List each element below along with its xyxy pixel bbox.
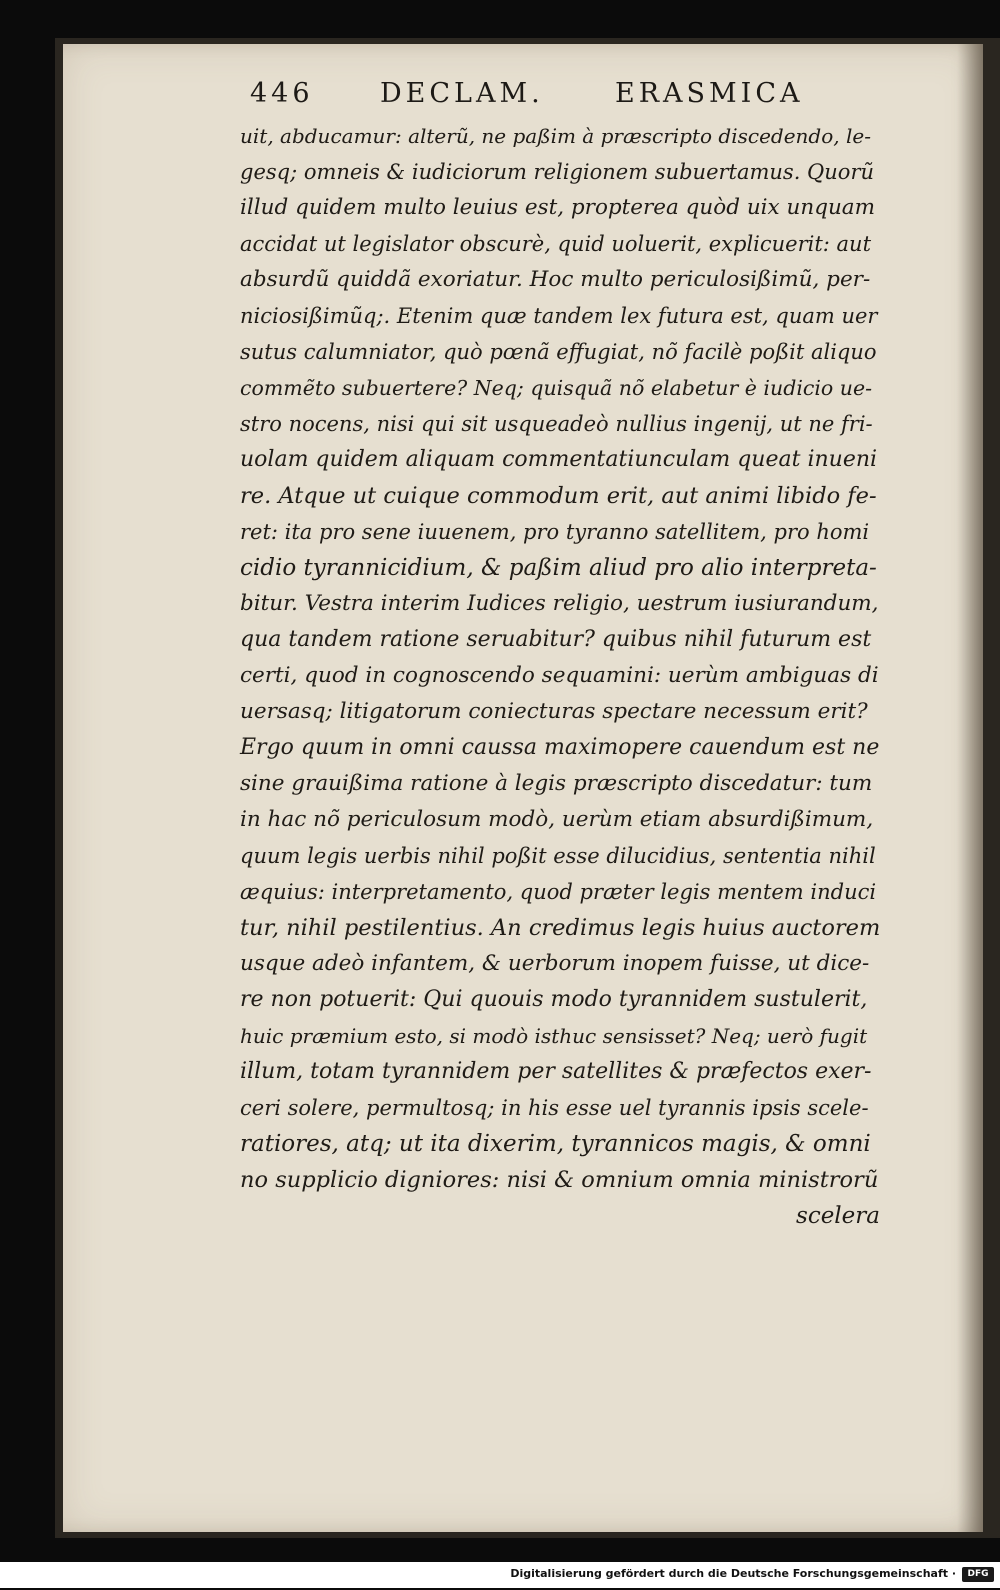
- running-head-left: DECLAM.: [380, 78, 544, 109]
- text-line: huic præmium esto, si modò isthuc sensisset? Neq; uerò fugit: [240, 1024, 868, 1048]
- text-line: no supplicio digniores: nisi & omnium omnia ministrorũ: [240, 1167, 879, 1193]
- text-line: illum, totam tyrannidem per satellites & præfectos exer-: [240, 1059, 872, 1084]
- text-line: stro nocens, nisi qui sit usqueadeò nullius ingenij, ut ne fri-: [240, 412, 873, 436]
- text-line: niciosißimũq;. Etenim quæ tandem lex futura est, quam uer: [240, 304, 878, 328]
- dfg-logo: DFG: [962, 1567, 994, 1582]
- text-line: accidat ut legislator obscurè, quid uoluerit, explicuerit: aut: [240, 232, 872, 256]
- catchword: scelera: [796, 1203, 880, 1229]
- text-line: cidio tyrannicidium, & paßim aliud pro alio interpreta-: [240, 555, 877, 581]
- text-line: in hac nõ periculosum modò, uerùm etiam absurdißimum,: [240, 807, 874, 832]
- text-line: sine grauißima ratione à legis præscripto discedatur: tum: [240, 771, 873, 796]
- text-line: ratiores, atq; ut ita dixerim, tyrannicos magis, & omni: [240, 1131, 871, 1157]
- text-line: quum legis uerbis nihil poßit esse dilucidius, sententia nihil: [240, 844, 876, 868]
- footer-bar: [0, 1562, 1000, 1588]
- text-line: re non potuerit: Qui quouis modo tyrannidem sustulerit,: [240, 987, 868, 1012]
- text-line: absurdũ quiddã exoriatur. Hoc multo periculosißimũ, per-: [240, 267, 871, 292]
- running-head-right: ERASMICA: [615, 78, 804, 109]
- text-line: certi, quod in cognoscendo sequamini: uerùm ambiguas di: [240, 663, 879, 688]
- text-line: uolam quidem aliquam commentatiunculam queat inueni: [240, 447, 878, 472]
- text-line: illud quidem multo leuius est, propterea quòd uix unquam: [240, 195, 876, 220]
- text-line: æquius: interpretamento, quod præter legis mentem induci: [240, 880, 877, 904]
- text-line: tur, nihil pestilentius. An credimus legis huius auctorem: [240, 915, 881, 941]
- spine-shadow: [957, 44, 983, 1532]
- funding-credit: Digitalisierung gefördert durch die Deutsche Forschungsgemeinschaft ·: [510, 1567, 956, 1580]
- text-line: commẽto subuertere? Neq; quisquã nõ elabetur è iudicio ue-: [240, 376, 873, 400]
- running-head: [250, 78, 870, 118]
- text-line: gesq; omneis & iudiciorum religionem subuertamus. Quorũ: [240, 160, 875, 184]
- text-line: sutus calumniator, quò pœnã effugiat, nõ facilè poßit aliquo: [240, 340, 877, 364]
- body-text: [240, 118, 880, 1234]
- text-line: bitur. Vestra interim Iudices religio, uestrum iusiurandum,: [240, 591, 879, 616]
- text-line: uersasq; litigatorum coniecturas spectare necessum erit?: [240, 699, 868, 724]
- text-line: Ergo quum in omni caussa maximopere cauendum est ne: [240, 735, 880, 760]
- text-line: qua tandem ratione seruabitur? quibus nihil futurum est: [240, 627, 872, 652]
- text-line: ceri solere, permultosq; in his esse uel tyrannis ipsis scele-: [240, 1096, 869, 1120]
- text-line: uit, abducamur: alterũ, ne paßim à præscripto discedendo, le-: [240, 124, 871, 148]
- text-line: re. Atque ut cuique commodum erit, aut animi libido fe-: [240, 483, 877, 509]
- text-line: usque adeò infantem, & uerborum inopem fuisse, ut dice-: [240, 951, 870, 976]
- page-number: 446: [250, 78, 314, 109]
- text-line: ret: ita pro sene iuuenem, pro tyranno satellitem, pro homi: [240, 520, 870, 544]
